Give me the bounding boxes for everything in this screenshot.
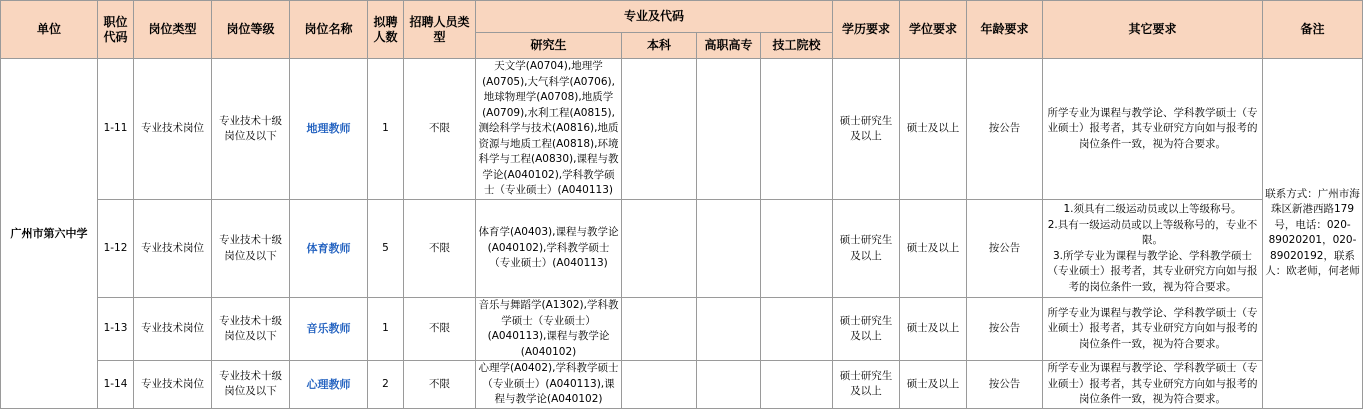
- remark-cell: 联系方式：广州市海珠区新港西路179号，电话：020-89020201，020-89020192，联系人：欧老师，何老师: [1263, 59, 1363, 409]
- vocational-college-cell: [697, 59, 761, 200]
- age-cell: 按公告: [967, 200, 1043, 298]
- bachelor-cell: [622, 298, 697, 361]
- edu-cell: 硕士研究生及以上: [833, 200, 900, 298]
- table-row: [1, 361, 1363, 409]
- count-cell: 2: [368, 361, 404, 409]
- vocational-college-cell: [697, 200, 761, 298]
- grad-major-cell: 音乐与舞蹈学(A1302),学科教学硕士（专业硕士）(A040113),课程与教学论(A040102): [476, 298, 622, 361]
- header-code: 职位代码: [98, 1, 134, 59]
- other-line: 2.具有一级运动员或以上等级称号的，专业不限。: [1047, 218, 1258, 246]
- header-edu: 学历要求: [833, 1, 900, 59]
- header-row-1: [1, 1, 1363, 33]
- degree-cell: 硕士及以上: [900, 361, 967, 409]
- other-cell: [1043, 200, 1263, 298]
- type-cell: 专业技术岗位: [134, 298, 212, 361]
- age-cell: 按公告: [967, 298, 1043, 361]
- code-cell: 1-13: [98, 298, 134, 361]
- vocational-college-cell: [697, 298, 761, 361]
- edu-cell: 硕士研究生及以上: [833, 59, 900, 200]
- recruit-cell: 不限: [404, 59, 476, 200]
- header-degree: 学位要求: [900, 1, 967, 59]
- table-row: [1, 200, 1363, 298]
- bachelor-cell: [622, 59, 697, 200]
- count-cell: 1: [368, 59, 404, 200]
- bachelor-cell: [622, 361, 697, 409]
- edu-cell: 硕士研究生及以上: [833, 298, 900, 361]
- header-grad: 研究生: [476, 33, 622, 59]
- other-line: 1.须具有二级运动员或以上等级称号。: [1063, 203, 1242, 215]
- bachelor-cell: [622, 200, 697, 298]
- type-cell: 专业技术岗位: [134, 361, 212, 409]
- other-line: 3.所学专业为课程与教学论、学科教学硕士（专业硕士）报考者，其专业研究方向如与报考的岗位条件一致，视为符合要求。: [1047, 249, 1258, 293]
- other-cell: 所学专业为课程与教学论、学科教学硕士（专业硕士）报考者，其专业研究方向如与报考的岗位条件一致，视为符合要求。: [1043, 298, 1263, 361]
- job-name-cell: 心理教师: [290, 361, 368, 409]
- header-remark: 备注: [1263, 1, 1363, 59]
- header-technical-school: 技工院校: [761, 33, 833, 59]
- recruit-cell: 不限: [404, 298, 476, 361]
- header-vocational-college: 高职高专: [697, 33, 761, 59]
- level-cell: 专业技术十级岗位及以下: [212, 200, 290, 298]
- technical-school-cell: [761, 298, 833, 361]
- grad-major-cell: 心理学(A0402),学科教学硕士（专业硕士）(A040113),课程与教学论(A040102): [476, 361, 622, 409]
- technical-school-cell: [761, 361, 833, 409]
- job-name-cell: 音乐教师: [290, 298, 368, 361]
- level-cell: 专业技术十级岗位及以下: [212, 361, 290, 409]
- header-major-group: 专业及代码: [476, 1, 833, 33]
- age-cell: 按公告: [967, 59, 1043, 200]
- edu-cell: 硕士研究生及以上: [833, 361, 900, 409]
- technical-school-cell: [761, 59, 833, 200]
- job-name-cell: 地理教师: [290, 59, 368, 200]
- header-level: 岗位等级: [212, 1, 290, 59]
- type-cell: 专业技术岗位: [134, 59, 212, 200]
- degree-cell: 硕士及以上: [900, 59, 967, 200]
- technical-school-cell: [761, 200, 833, 298]
- other-cell: 所学专业为课程与教学论、学科教学硕士（专业硕士）报考者，其专业研究方向如与报考的岗位条件一致，视为符合要求。: [1043, 361, 1263, 409]
- header-bachelor: 本科: [622, 33, 697, 59]
- other-cell: 所学专业为课程与教学论、学科教学硕士（专业硕士）报考者，其专业研究方向如与报考的岗位条件一致，视为符合要求。: [1043, 59, 1263, 200]
- vocational-college-cell: [697, 361, 761, 409]
- header-count: 拟聘人数: [368, 1, 404, 59]
- header-age: 年龄要求: [967, 1, 1043, 59]
- age-cell: 按公告: [967, 361, 1043, 409]
- code-cell: 1-12: [98, 200, 134, 298]
- unit-cell: 广州市第六中学: [1, 59, 98, 409]
- code-cell: 1-14: [98, 361, 134, 409]
- grad-major-cell: 体育学(A0403),课程与教学论(A040102),学科教学硕士（专业硕士）(A040113): [476, 200, 622, 298]
- table-row: [1, 59, 1363, 200]
- degree-cell: 硕士及以上: [900, 200, 967, 298]
- recruit-cell: 不限: [404, 361, 476, 409]
- header-other: 其它要求: [1043, 1, 1263, 59]
- header-recruit: 招聘人员类型: [404, 1, 476, 59]
- type-cell: 专业技术岗位: [134, 200, 212, 298]
- grad-major-cell: 天文学(A0704),地理学(A0705),大气科学(A0706),地球物理学(A0708),地质学(A0709),水利工程(A0815),测绘科学与技术(A0816),地质资源与地质工程(A0818),环境科学与工程(A0830),课程与教学论(A040102),学科教学硕士（专业硕士）(A040113): [476, 59, 622, 200]
- count-cell: 5: [368, 200, 404, 298]
- header-unit: 单位: [1, 1, 98, 59]
- level-cell: 专业技术十级岗位及以下: [212, 59, 290, 200]
- count-cell: 1: [368, 298, 404, 361]
- recruit-cell: 不限: [404, 200, 476, 298]
- code-cell: 1-11: [98, 59, 134, 200]
- header-name: 岗位名称: [290, 1, 368, 59]
- table-row: [1, 298, 1363, 361]
- level-cell: 专业技术十级岗位及以下: [212, 298, 290, 361]
- degree-cell: 硕士及以上: [900, 298, 967, 361]
- header-type: 岗位类型: [134, 1, 212, 59]
- job-name-cell: 体育教师: [290, 200, 368, 298]
